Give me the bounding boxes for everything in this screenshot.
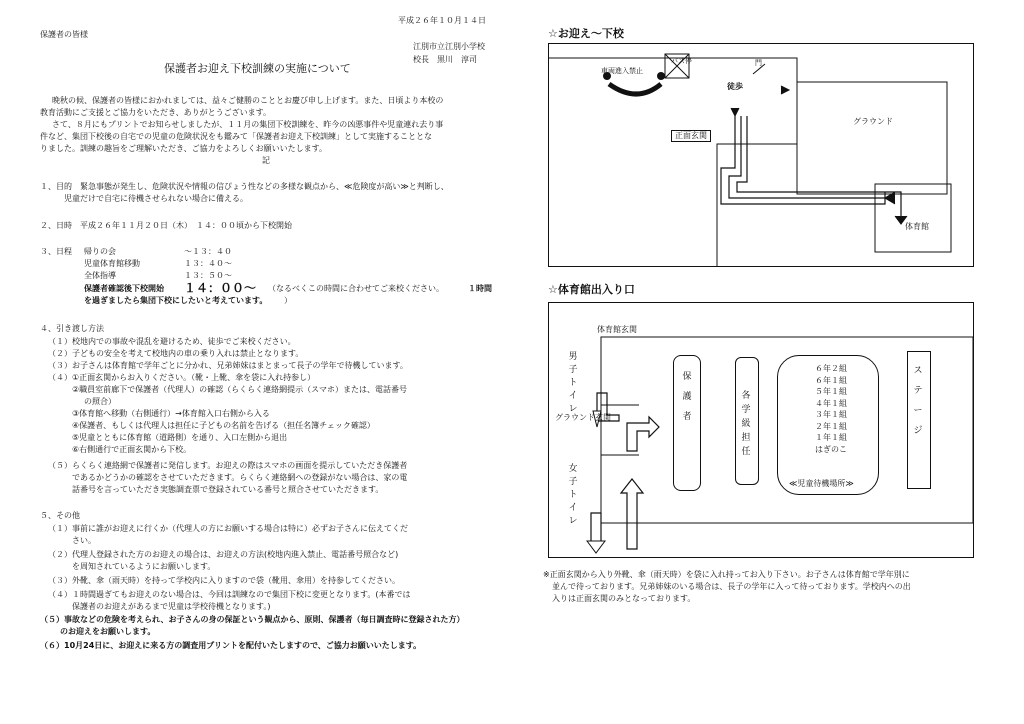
handover-item: であるかどうかの確認をさせていただきます。らくらく連絡網への登録がない場合は、家の電 bbox=[72, 473, 408, 482]
handover-item: ④保護者、もしくは代理人は担任に子どもの名前を告げる（担任名簿チェック確認） bbox=[72, 421, 375, 430]
other-item: （２）代理人登録された方のお迎えの場合は、お迎えの方法(校地内進入禁止、電話番号照合など) bbox=[48, 550, 399, 559]
pickup-note: を過ぎましたら集団下校にしたいと考えています。 bbox=[84, 296, 268, 305]
boys-toilet-label: 男子トイレ bbox=[568, 352, 578, 414]
class-label: ５年１組 bbox=[815, 387, 847, 396]
class-label: ２年１組 bbox=[815, 421, 847, 431]
handover-item: ③体育館へ移動（右側通行）→体育館入口右側から入る bbox=[72, 409, 270, 418]
handover-item: （３）お子さんは体育館で学年ごとに分かれ、兄弟姉妹はまとまって長子の学年で待機しています。 bbox=[48, 361, 408, 370]
other-item: （４）１時間過ぎてもお迎えのない場合は、今回は訓練なので集団下校に変更となります。(本番では bbox=[48, 590, 411, 599]
gate-label: 門 bbox=[755, 59, 762, 67]
map1-heading: ☆お迎え～下校 bbox=[548, 27, 624, 40]
section-purpose: １、目的 緊急事態が発生し、危険状況や情報の信ぴょう性などの多様な観点から、≪危険度が高い≫と判断し、 bbox=[40, 182, 449, 191]
schedule-label: 保護者確認後下校開始 bbox=[84, 284, 164, 293]
other-item-bold: のお迎えをお願いします。 bbox=[60, 627, 156, 636]
pickup-note: １時間 bbox=[468, 284, 492, 293]
schedule-label: 児童体育館移動 bbox=[84, 259, 140, 268]
intro-line: りました。訓練の趣旨をご理解いただき、ご協力をよろしくお願いいたします。 bbox=[40, 144, 328, 153]
intro-line: さて、８月にもプリントでお知らせしましたが、１１月の集団下校訓練を、昨今の凶悪事件や児童連れ去り事 bbox=[52, 120, 444, 129]
guardians-label: 保護者 bbox=[682, 372, 692, 422]
no-car-label: 車両進入禁止 bbox=[601, 67, 643, 75]
gym-entrance-label: 体育館玄関 bbox=[597, 325, 637, 334]
handover-item: ⑤児童とともに体育館（道路側）を通り、入口左側から退出 bbox=[72, 433, 288, 442]
ground-label: グラウンド bbox=[853, 117, 893, 126]
school-grounds-map bbox=[548, 43, 974, 267]
schedule-time: ～１３：４０ bbox=[184, 247, 232, 256]
pickup-note: ） bbox=[284, 296, 292, 305]
handover-item: ⑥右側通行で正面玄関から下校。 bbox=[72, 445, 192, 454]
document-date: 平成２６年１０月１４日 bbox=[398, 16, 486, 25]
map2-heading: ☆体育館出入り口 bbox=[548, 283, 635, 296]
other-item: を周知されているようにお願いします。 bbox=[72, 562, 216, 571]
pickup-time: １４：００～ bbox=[184, 281, 257, 295]
other-item: （１）事前に誰がお迎えに行くか（代理人の方にお願いする場合は特に）必ずお子さんに伝えてくだ bbox=[48, 524, 408, 533]
handover-item: ②職員室前廊下で保護者（代理人）の確認（らくらく連絡網提示（スマホ）または、電話番号 bbox=[72, 385, 408, 394]
handover-item: の照合） bbox=[84, 397, 116, 406]
schedule-label: 帰りの会 bbox=[84, 247, 116, 256]
intro-line: 晩秋の候、保護者の皆様におかれましては、益々ご健勝のこととお慶び申し上げます。また、日頃より本校の bbox=[52, 96, 444, 105]
class-label: ３年１組 bbox=[815, 410, 847, 419]
class-label: はぎのこ bbox=[815, 444, 847, 454]
document-title: 保護者お迎え下校訓練の実施について bbox=[164, 62, 351, 75]
girls-toilet-label: 女子トイレ bbox=[568, 464, 578, 526]
handover-item: 話番号を言っていただき実態調査票で登録されている番号と照合させていただきます。 bbox=[72, 485, 384, 494]
section-datetime: ２、日時 平成２６年１１月２０日（木） １４：００頃から下校開始 bbox=[40, 221, 292, 230]
section-purpose: 児童だけで自宅に待機させられない場合に備える。 bbox=[40, 194, 248, 203]
stage-label: ステージ bbox=[913, 366, 923, 436]
section-other-head: ５、その他 bbox=[40, 511, 80, 520]
intro-line: 教育活動にご支援とご協力をいただき、ありがとうございます。 bbox=[40, 108, 272, 117]
addressee: 保護者の皆様 bbox=[40, 30, 88, 39]
handover-item: （２）子どもの安全を考えて校地内の車の乗り入れは禁止となります。 bbox=[48, 349, 304, 358]
intro-line: 件など、集団下校後の自宅での児童の危険状況をも鑑みて「保護者お迎え下校訓練」として実施することとな bbox=[40, 132, 432, 141]
section-schedule-head: ３、日程 bbox=[40, 247, 72, 256]
schedule-label: 全体指導 bbox=[84, 271, 116, 280]
schedule-time: １３：４０～ bbox=[184, 259, 232, 268]
footnote-line: 並んで待っております。兄弟姉妹のいる場合は、長子の学年に入って待っております。学校内への出 bbox=[552, 582, 911, 591]
footnote-line: 入りは正面玄関のみとなっております。 bbox=[552, 594, 696, 603]
ground-entrance-label: グラウンド玄関 bbox=[555, 413, 611, 422]
class-label: ６年２組 bbox=[815, 364, 847, 373]
gym-layout-map bbox=[548, 302, 974, 558]
school-name: 江別市立江別小学校 bbox=[413, 42, 485, 51]
ki-mark: 記 bbox=[262, 156, 270, 165]
other-item-bold: （５）事故などの危険を考えられ、お子さんの身の保証という観点から、原則、保護者（毎日調査時に登録された方） bbox=[40, 615, 465, 624]
teachers-label: 各学級担任 bbox=[741, 391, 751, 457]
gym-label: 体育館 bbox=[905, 222, 929, 231]
handover-item: （５）らくらく連絡網で保護者に発信します。お迎えの際はスマホの画面を提示していただき保護者 bbox=[48, 461, 408, 470]
other-item: （３）外靴、傘（雨天時）を持って学校内に入りますので袋（靴用、傘用）を持参してください。 bbox=[48, 576, 400, 585]
other-item: 保護者のお迎えがあるまで児童は学校待機となります。) bbox=[72, 602, 271, 611]
waiting-area-label: ≪児童待機場所≫ bbox=[789, 479, 854, 488]
pickup-note: （なるべくこの時間に合わせてご来校ください。 bbox=[268, 284, 444, 293]
class-label: ６年１組 bbox=[815, 375, 847, 385]
handover-item: （１）校地内での事故や混乱を避けるため、徒歩でご来校ください。 bbox=[48, 337, 296, 346]
class-label: ４年１組 bbox=[815, 398, 847, 408]
handover-item: （４）①正面玄関からお入りください。（靴・上靴、傘を袋に入れ持参し） bbox=[48, 373, 316, 382]
section-handover-head: ４、引き渡し方法 bbox=[40, 324, 104, 333]
principal-name: 校長 黒川 淳司 bbox=[413, 55, 477, 64]
school-grounds-map-drawing bbox=[549, 44, 973, 266]
walk-label: 徒歩 bbox=[727, 82, 743, 91]
class-list bbox=[815, 363, 847, 455]
class-label: １年１組 bbox=[815, 433, 847, 442]
footnote-line: ※正面玄関から入り外靴、傘（雨天時）を袋に入れ持ってお入り下さい。お子さんは体育館で学年別に bbox=[543, 570, 910, 579]
entrance-label: 正面玄関 bbox=[671, 130, 711, 142]
schedule-time: １３：５０～ bbox=[184, 271, 232, 280]
bus-stop-label: バス停 bbox=[671, 57, 692, 65]
other-item-bold: （６）10月24日に、お迎えに来る方の調査用プリントを配付いたしますので、ご協力お願いいたします。 bbox=[40, 641, 422, 650]
other-item: さい。 bbox=[72, 536, 96, 545]
